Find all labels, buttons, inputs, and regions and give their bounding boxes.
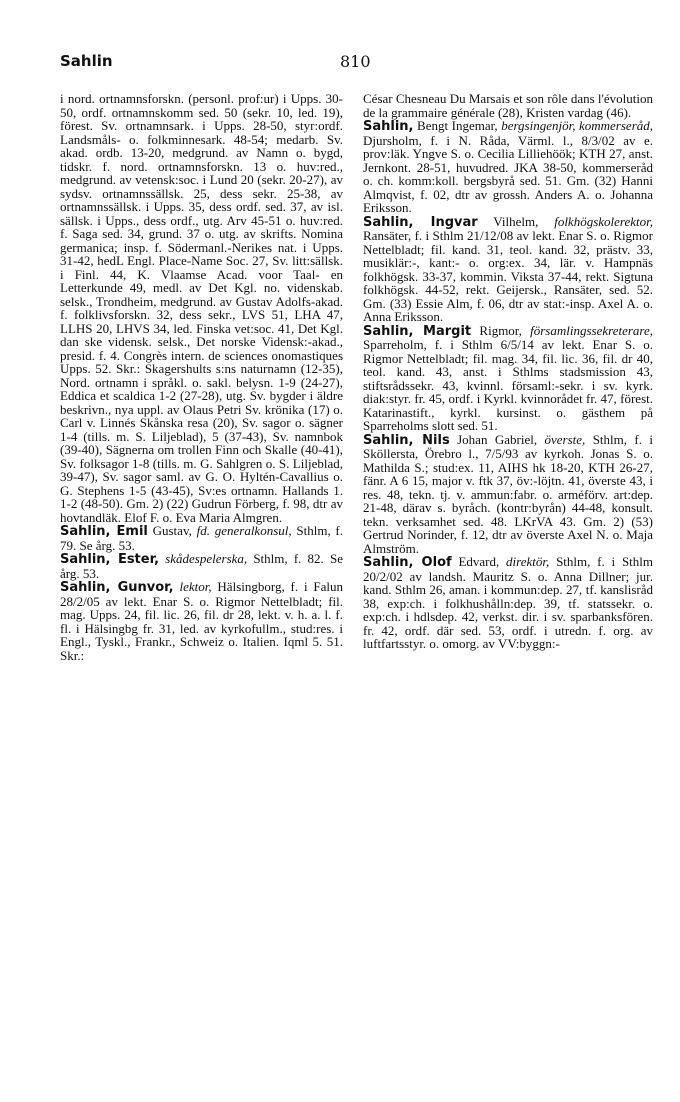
- entry-text: Hälsingborg, f. i Falun 28/2/05 av lekt. Enar S. o. Rigmor Nettelbladt; fil. mag. Upps. 24, fil. lic. 26, fil. dr 28, lekt. v. h. a. l. f. fl. i Hälsingbg fr. 31, led. av kyrkofullm., stud:res. i Engl., Tyskl., Frankr., Schweiz o. Italien. Iqml 5. 51. Skr.:: [60, 579, 343, 663]
- entry-name: Sahlin, Ingvar: [363, 214, 478, 230]
- biography-entry: [363, 215, 653, 324]
- entry-text: Djursholm, f. i N. Råda, Värml. l., 8/3/02 av e. prov:läk. Yngve S. o. Cecilia Lilliehöök; KTH 27, anst. Jernkont. 28-51, huvudred. JKA 38-50, kommerseråd o. ch. komm:koll. bergsbyrå sed. 51. Gm. (32) Hanni Almqvist, f. 02, dtr av grossh. Anders A. o. Johanna Eriksson.: [363, 132, 653, 215]
- biography-entry: [60, 552, 343, 580]
- entry-name: Sahlin,: [363, 119, 414, 134]
- page-header: [60, 52, 640, 78]
- entry-title: lektor,: [179, 579, 212, 594]
- biography-entry: [60, 580, 343, 662]
- biography-entry: [363, 433, 653, 556]
- biography-entry: [363, 324, 653, 433]
- entry-title: bergsingenjör, kommerseråd,: [501, 118, 653, 133]
- entry-given-names: Vilhelm,: [493, 213, 539, 229]
- entry-text: Sthlm, f. 79. Se årg. 53.: [60, 523, 344, 553]
- running-head: Sahlin: [60, 52, 113, 70]
- continuation-text: César Chesneau Du Marsais et son rôle dans l'évolution de la grammaire générale (28), Kristen vardag (46).: [363, 91, 653, 120]
- entry-given-names: Gustav,: [152, 523, 192, 538]
- entry-given-names: Johan Gabriel,: [457, 431, 538, 447]
- entry-title: fd. generalkonsul,: [196, 523, 292, 538]
- entry-name: Sahlin, Emil: [60, 524, 148, 539]
- biography-entry: [60, 524, 343, 552]
- entry-name: Sahlin, Nils: [363, 432, 450, 448]
- entry-given-names: Bengt Ingemar,: [417, 118, 498, 133]
- entry-given-names: Edvard,: [458, 554, 500, 569]
- entry-title: folkhögskolerektor,: [554, 213, 654, 229]
- entry-title: skådespelerska,: [165, 551, 248, 566]
- left-column: [60, 92, 343, 662]
- entry-title: församlingssekreterare,: [530, 322, 654, 338]
- continuation-text: i nord. ortnamnsforskn. (personl. prof:ur) i Upps. 30-50, ordf. ortnamnskomm sed. 50 (sekr. 10, led. 19), förest. Sv. ortnamnsark. i Upps. 28-50, styr:ordf. Landsmåls- o. folkminnesark. 48-54; medarb. Sv. akad. ordb. 13-20, medgrund. av Namn o. bygd, tidskr. f. nord. ortnamnsforskn. 13 o. huv:red., medgrund. av vetensk:soc. i Lund 20 (sekr. 20-27), av sydsv. ortnamnssällsk. 25, dess sekr. 25-38, av ortnamnssällsk. i Upps. 35, dess ordf. sed. 37, av isl. sällsk. i Upps., dess ordf., utg. Arv 45-51 o. huv:red. f. Saga sed. 34, grund. 37 o. utg. av skrifts. Nomina germanica; insp. f. Södermanl.-Nerikes nat. i Upps. 31-42, hedL Engl. Place-Name Soc. 27, Sv. litt:sällsk. i Finl. 44, K. Vlaamse Acad. voor Taal- en Letterkunde 49, medl. av Det Kgl. no. videnskab. selsk., Trondheim, medgrund. av Gustav Adolfs-akad. f. folklivsforskn. 32, dess sekr., LVS 51, LHA 47, LLHS 20, LHVS 34, led. Finska vet:soc. 41, Det Kgl. dan ske vidensk. selsk., Det norske Vidensk:-akad., presid. f. 4. Congrès intern. de sciences onomastiques Upps. 52. Skr.: Skagershults s:ns naturnamn (12-35), Nord. ortnamn i språkl. o. sakl. belysn. 1-9 (24-27), Eddica et scaldica 1-2 (27-28), utg. Sv. bygder i äldre beskrivn., nya uppl. av Olaus Petri Sv. krönika (17) o. Carl v. Linnés Skånska resa (20), Sv. sagor o. sägner 1-4 (tills. m. S. Liljeblad), 5 (37-43), Sv. namnbok (39-40), Sägnerna om trollen Finn och Skalle (40-41), Sv. folksagor 1-8 (tills. m. G. Sahlgren o. S. Liljeblad, 39-47), Sv. sagor saml. av G. O. Hyltén-Cavallius o. G. Stephens 1-5 (43-45), Sv:es ortnamn. Hallands 1. 1-2 (48-50). Gm. 2) (22) Gudrun Förberg, f. 98, dtr av hovtandläk. Elof F. o. Eva Maria Almgren.: [60, 91, 343, 525]
- entry-text: Ransäter, f. i Sthlm 21/12/08 av lekt. Enar S. o. Rigmor Nettelbladt; fil. kand. 31, teol. kand. 32, prästv. 33, musiklär:-, kant:- o. org:ex. 34, lär. v. Hampnäs folkhögsk. 33-37, kommin. Viksta 37-44, rekt. Sigtuna folkhögsk. 44-52, rekt. Geijersk., Ransäter, sed. 52. Gm. (33) Essie Alm, f. 06, dtr av stat:-insp. Axel A. o. Anna Eriksson.: [363, 228, 653, 324]
- entry-name: Sahlin, Ester,: [60, 552, 160, 567]
- entry-name: Sahlin, Margit: [363, 323, 472, 339]
- page-number: 810: [340, 52, 371, 71]
- entry-name: Sahlin, Olof: [363, 555, 452, 570]
- entry-text: Sthlm, f. i Sthlm 20/2/02 av landsh. Mauritz S. o. Anna Dillner; jur. kand. Sthlm 26, aman. i kommun:dep. 27, tf. kanslisråd 38, exp:ch. i folkhushålln:dep. 39, tf. statssekr. o. exp:ch. i hdlsdep. 42, verkst. dir. i sv. sparbanksfören. fr. 42, ordf. där sed. 53, ordf. i utredn. f. org. av luftfartsstyr. o. omorg. av VV:byggn:-: [363, 554, 654, 651]
- right-column: [363, 92, 653, 651]
- biography-entry: [363, 555, 653, 651]
- biography-entry: [363, 119, 653, 215]
- entry-text: Sparreholm, f. i Sthlm 6/5/14 av lekt. Enar S. o. Rigmor Nettelbladt; fil. mag. 34, fil. lic. 36, fil. dr 40, teol. kand. 43, anst. i Sthlms stadsmission 43, stiftsrådssekr. 43, kvinnl. församl:-sekr. i sv. kyrk. diak:styr. fr. 45, ordf. i Kyrkl. kvinnorådet fr. 47, förest. Katarinastift., kyrkl. kursinst. o. gästhem på Sparreholms slott sed. 51.: [363, 337, 653, 433]
- entry-title: överste,: [544, 431, 586, 447]
- entry-name: Sahlin, Gunvor,: [60, 580, 174, 595]
- entry-title: direktör,: [506, 554, 550, 569]
- entry-text: Sthlm, f. 82. Se årg. 53.: [60, 551, 343, 581]
- entry-given-names: Rigmor,: [479, 322, 522, 338]
- entry-text: Sthlm, f. i Sköllersta, Örebro l., 7/5/93 av kyrkoh. Jonas S. o. Mathilda S.; stud:ex. 11, AIHS hk 18-20, KTH 26-27, fänr. A 6 15, major v. ftk 37, öv:-löjtn. 41, överste 43, i res. 48, tekn. tj. v. ammun:fabr. o. arméförv. art:dep. 21-48, därav s. byråch. (kontr:byrån) 44-48, konsult. tekn. verksamhet sed. 48. LKrVA 43. Gm. 2) (53) Gertrud Norinder, f. 12, dtr av överste Axel N. o. Maja Almström.: [363, 431, 653, 556]
